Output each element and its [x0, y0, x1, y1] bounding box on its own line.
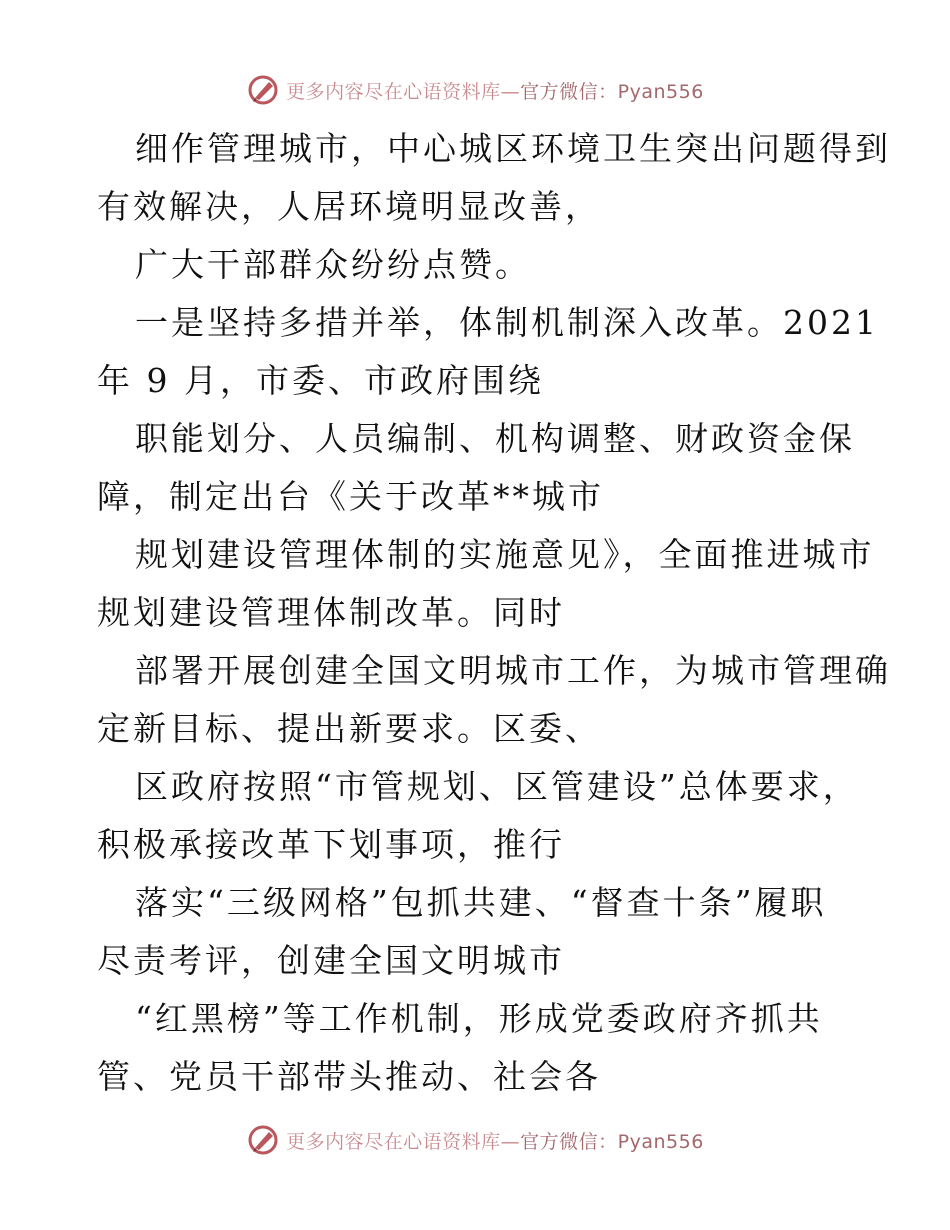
body-line: 规划建设管理体制的实施意见》，全面推进城市 — [135, 535, 875, 574]
body-line: 一是坚持多措并举，体制机制深入改革。2021 — [135, 303, 879, 342]
body-line: 尽责考评，创建全国文明城市 — [97, 941, 565, 980]
pen-logo-icon — [246, 1123, 280, 1157]
body-line: 管、党员干部带头推动、社会各 — [97, 1057, 601, 1096]
body-line: “红黑榜”等工作机制，形成党委政府齐抓共 — [135, 999, 823, 1038]
body-line: 区政府按照“市管规划、区管建设”总体要求， — [135, 767, 859, 806]
body-line: 部署开展创建全国文明城市工作，为城市管理确 — [135, 651, 891, 690]
body-line: 有效解决，人居环境明显改善， — [97, 187, 601, 226]
header-watermark-banner — [0, 70, 950, 110]
header-watermark-slogan: 更多内容尽在心语资料库— — [286, 80, 521, 103]
body-line: 落实“三级网格”包抓共建、“督查十条”履职 — [135, 883, 827, 922]
pen-logo-icon — [246, 73, 280, 107]
footer-watermark-wechat: 官方微信：Pyan556 — [520, 1130, 704, 1153]
body-line: 障，制定出台《关于改革**城市 — [97, 477, 604, 516]
body-line: 年 9 月，市委、市政府围绕 — [97, 361, 544, 400]
body-line: 规划建设管理体制改革。同时 — [97, 593, 565, 632]
document-body — [97, 120, 891, 1106]
body-line: 广大干部群众纷纷点赞。 — [135, 245, 531, 284]
body-line: 积极承接改革下划事项，推行 — [97, 825, 565, 864]
footer-watermark-slogan: 更多内容尽在心语资料库— — [286, 1130, 521, 1153]
footer-watermark-banner — [0, 1120, 950, 1160]
body-line: 定新目标、提出新要求。区委、 — [97, 709, 601, 748]
body-line: 细作管理城市，中心城区环境卫生突出问题得到 — [135, 129, 891, 168]
footer-watermark-text — [286, 1127, 704, 1154]
header-watermark-wechat: 官方微信：Pyan556 — [520, 80, 704, 103]
body-line: 职能划分、人员编制、机构调整、财政资金保 — [135, 419, 855, 458]
header-watermark-text — [286, 77, 704, 104]
